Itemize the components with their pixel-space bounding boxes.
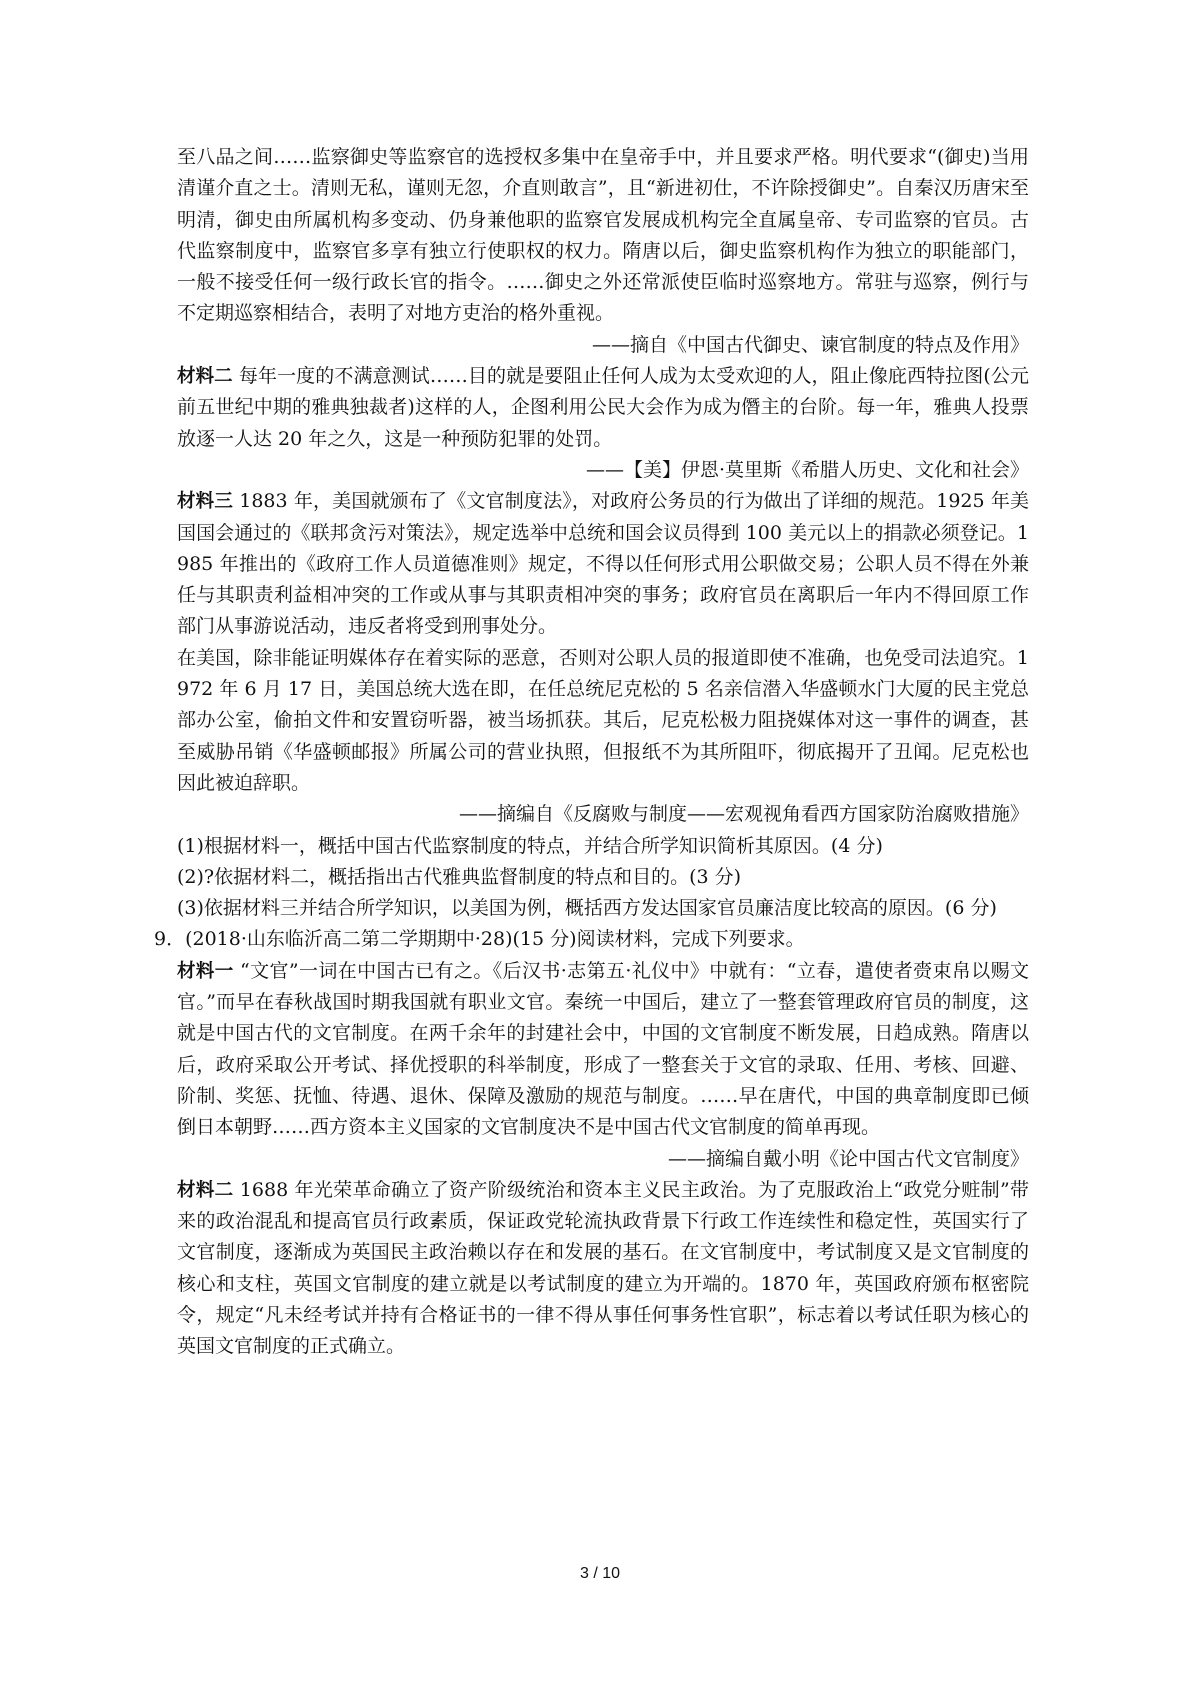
q9-header: 9．(2018·山东临沂高二第二学期期中·28)(15 分)阅读材料，完成下列要求。 bbox=[154, 928, 805, 951]
q8-material-three-label: 材料三 bbox=[177, 491, 234, 513]
q8-material-two-source: ——【美】伊恩·莫里斯《希腊人历史、文化和社会》 bbox=[585, 458, 1029, 481]
q8-material-three-source: ——摘编自《反腐败与制度——宏观视角看西方国家防治腐败措施》 bbox=[458, 803, 1029, 826]
q9-material-two-text: 1688 年光荣革命确立了资产阶级统治和资本主义民主政治。为了克服政治上“政党分赃制”带来的政治混乱和提高官员行政素质，保证政党轮流执政背景下行政工作连续性和稳定性，英国实行了文官制度，逐渐成为英国民主政治赖以存在和发展的基石。在文官制度中，考试制度又是文官制度的核心和支柱，英国文官制度的建立就是以考试制度的建立为开端的。1870 年，英国政府颁布枢密院令，规定“凡未经考试并持有合格证书的一律不得从事任何事务性官职”，标志着以考试任职为核心的英国文官制度的正式确立。 bbox=[177, 1178, 1029, 1358]
page-content bbox=[154, 142, 1029, 1363]
material-one-source: ——摘自《中国古代御史、谏官制度的特点及作用》 bbox=[591, 333, 1029, 356]
q9-material-one-label: 材料一 bbox=[177, 960, 234, 982]
page-number: 3 / 10 bbox=[579, 1565, 621, 1582]
q9-material-two bbox=[177, 1175, 1029, 1363]
q8-material-three-second-paragraph: 在美国，除非能证明媒体存在着实际的恶意，否则对公职人员的报道即使不准确，也免受司法追究。1972 年 6 月 17 日，美国总统大选在即，在任总统尼克松的 5 名亲信潜入华盛顿水门大厦的民主党总部办公室，偷拍文件和安置窃听器，被当场抓获。其后，尼克松极力阻挠媒体对这一事件的调查，甚至威胁吊销《华盛顿邮报》所属公司的营业执照，但报纸不为其所阻吓，彻底揭开了丑闻。尼克松也因此被迫辞职。 bbox=[177, 646, 1029, 794]
q9-material-one bbox=[177, 956, 1029, 1144]
q8-sub-question-3: (3)依据材料三并结合所学知识，以美国为例，概括西方发达国家官员廉洁度比较高的原因。(6 分) bbox=[177, 897, 997, 920]
q9-material-two-label: 材料二 bbox=[177, 1179, 234, 1201]
q8-sub-question-2: (2)?依据材料二，概括指出古代雅典监督制度的特点和目的。(3 分) bbox=[177, 865, 742, 888]
q8-material-three bbox=[177, 486, 1029, 642]
q9-material-one-text: “文官”一词在中国古已有之。《后汉书·志第五·礼仪中》中就有：“立春，遣使者赍束帛以赐文官。”而早在春秋战国时期我国就有职业文官。秦统一中国后，建立了一整套管理政府官员的制度，这就是中国古代的文官制度。在两千余年的封建社会中，中国的文官制度不断发展，日趋成熟。隋唐以后，政府采取公开考试、择优授职的科举制度，形成了一整套关于文官的录取、任用、考核、回避、阶制、奖惩、抚恤、待遇、退休、保障及激励的规范与制度。……早在唐代，中国的典章制度即已倾倒日本朝野……西方资本主义国家的文官制度决不是中国古代文官制度的简单再现。 bbox=[177, 959, 1029, 1139]
q8-material-two-label: 材料二 bbox=[177, 366, 233, 388]
q8-material-two-text: 每年一度的不满意测试……目的就是要阻止任何人成为太受欢迎的人，阻止像庇西特拉图(公元前五世纪中期的雅典独裁者)这样的人，企图利用公民大会作为成为僭主的台阶。每一年，雅典人投票放逐一人达 20 年之久，这是一种预防犯罪的处罚。 bbox=[177, 365, 1029, 450]
q8-material-two bbox=[177, 361, 1029, 455]
q8-sub-question-1: (1)根据材料一，概括中国古代监察制度的特点，并结合所学知识简析其原因。(4 分) bbox=[177, 834, 883, 857]
q9-material-one-source: ——摘编自戴小明《论中国古代文官制度》 bbox=[667, 1147, 1029, 1170]
material-one-continuation: 至八品之间……监察御史等监察官的选授权多集中在皇帝手中，并且要求严格。明代要求“(御史)当用清谨介直之士。清则无私，谨则无忽，介直则敢言”，且“新进初仕，不许除授御史”。自秦汉历唐宋至明清，御史由所属机构多变动、仍身兼他职的监察官发展成机构完全直属皇帝、专司监察的官员。古代监察制度中，监察官多享有独立行使职权的权力。隋唐以后，御史监察机构作为独立的职能部门，一般不接受任何一级行政长官的指令。……御史之外还常派使臣临时巡察地方。常驻与巡察，例行与不定期巡察相结合，表明了对地方吏治的格外重视。 bbox=[177, 146, 1029, 325]
q8-material-three-text: 1883 年，美国就颁布了《文官制度法》，对政府公务员的行为做出了详细的规范。1925 年美国国会通过的《联邦贪污对策法》，规定选举中总统和国会议员得到 100 美元以上的捐款必须登记。1985 年推出的《政府工作人员道德准则》规定，不得以任何形式用公职做交易；公职人员不得在外兼任与其职责利益相冲突的工作或从事与其职责相冲突的事务；政府官员在离职后一年内不得回原工作部门从事游说活动，违反者将受到刑事处分。 bbox=[177, 490, 1029, 638]
